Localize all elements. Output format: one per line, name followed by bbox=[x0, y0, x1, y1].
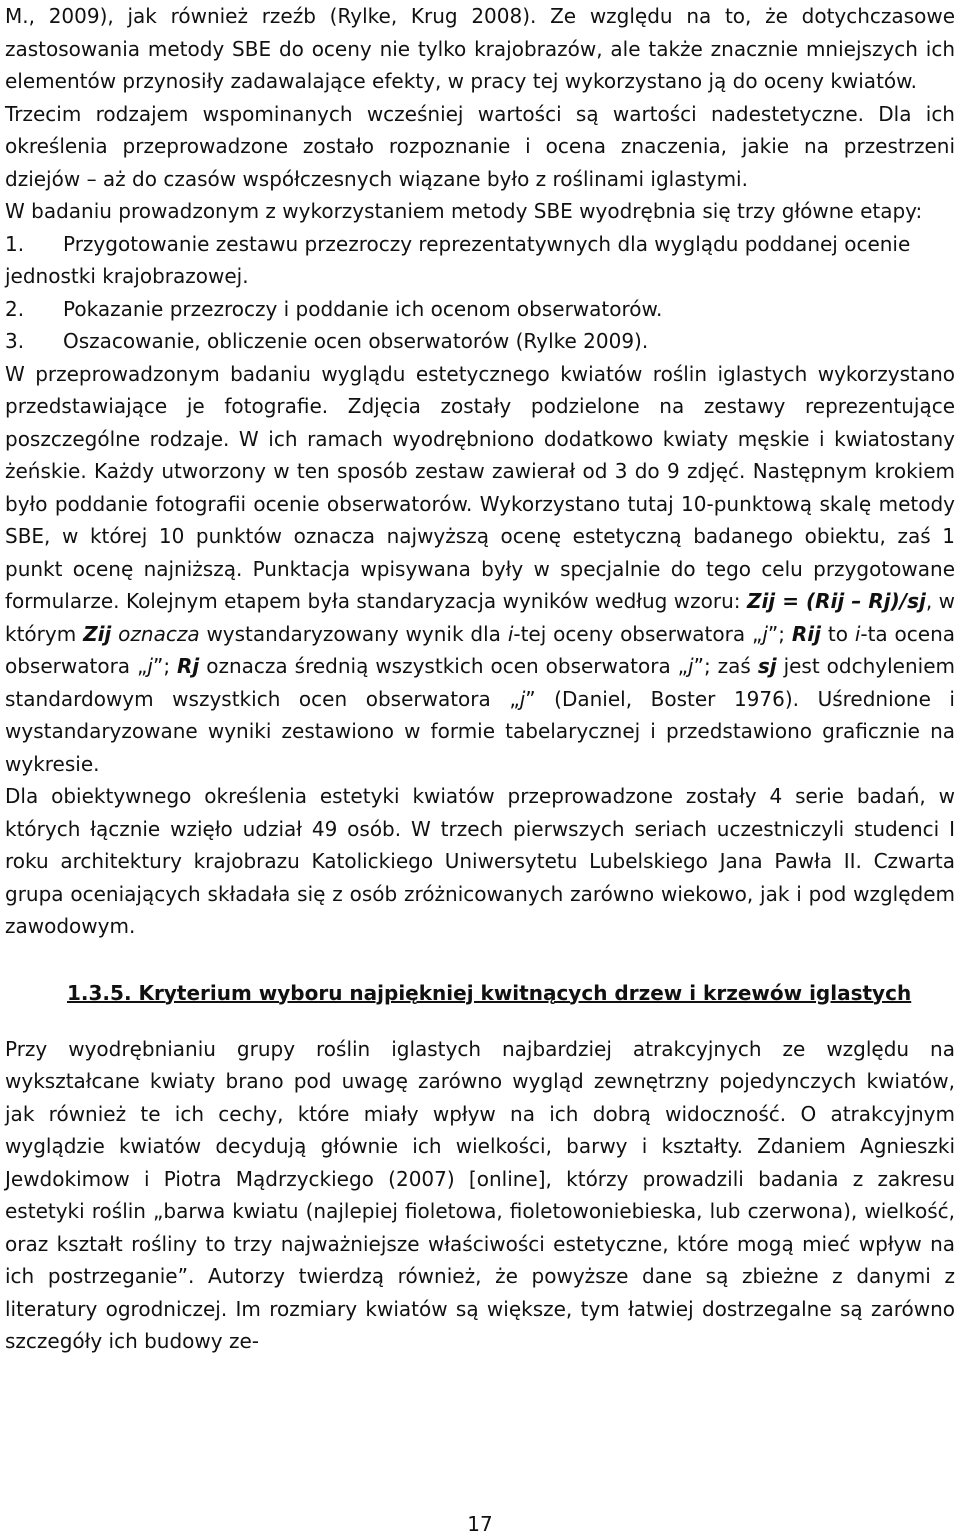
list-item bbox=[5, 228, 955, 293]
formula: Zij = (Rij – Rj)/sj bbox=[746, 589, 926, 613]
text-run: -tej oceny obserwatora „ bbox=[513, 621, 763, 646]
text-run: ”; zaś bbox=[693, 654, 758, 678]
text-run: , w którym bbox=[5, 589, 955, 646]
symbol-sj: sj bbox=[757, 654, 777, 678]
text-run: wystandaryzowany wynik dla bbox=[199, 621, 508, 646]
numbered-list bbox=[5, 228, 955, 358]
page-number: 17 bbox=[467, 1512, 493, 1536]
list-text: Przygotowanie zestawu przezroczy reprezentatywnych dla wyglądu poddanej ocenie jednostki krajobrazowej. bbox=[5, 231, 911, 288]
text-run: jest odchyleniem standardowym wszystkich ocen obserwatora „ bbox=[5, 654, 955, 711]
text-run: oznacza średnią wszystkich ocen obserwatora „ bbox=[199, 654, 689, 678]
list-text: Oszacowanie, obliczenie ocen obserwatorów (Rylke 2009). bbox=[63, 329, 649, 353]
symbol-j: j bbox=[762, 621, 768, 646]
list-number: 2. bbox=[5, 296, 25, 321]
symbol-i: i bbox=[854, 621, 861, 646]
paragraph-study-series: Dla obiektywnego określenia estetyki kwiatów przeprowadzone zostały 4 serie badań, w których łącznie wzięło udział 49 osób. W trzech pierwszych seriach uczestniczyli studenci I roku architektury krajobrazu Katolickiego Uniwersytetu Lubelskiego Jana Pawła II. Czwarta grupa oceniających składała się z osób zróżnicowanych zarówno wiekowo, jak i pod względem zawodowym. bbox=[5, 784, 955, 938]
paragraph-methodology bbox=[5, 358, 955, 781]
text-run: ” (Daniel, Boster 1976). Uśrednione i wystandaryzowane wyniki zestawiono w formie tabelarycznej i przedstawiono graficznie na wykresie. bbox=[5, 686, 955, 776]
text-run: oznacza bbox=[111, 621, 200, 646]
paragraph-sbe-stages: W badaniu prowadzonym z wykorzystaniem metody SBE wyodrębnia się trzy główne etapy: bbox=[5, 199, 923, 223]
list-item bbox=[5, 325, 955, 358]
symbol-rj: Rj bbox=[177, 654, 200, 678]
symbol-j: j bbox=[519, 686, 526, 711]
symbol-j: j bbox=[688, 654, 694, 678]
paragraph-selection-criteria: Przy wyodrębnianiu grupy roślin iglastych najbardziej atrakcyjnych ze względu na wykształcane kwiaty brano pod uwagę zarówno wygląd zewnętrzny pojedynczych kwiatów, jak również te ich cechy, które miały wpływ na ich dobrą widoczność. O atrakcyjnym wyglądzie kwiatów decydują głównie ich wielkości, barwy i kształty. Zdaniem Agnieszki Jewdokimow i Piotra Mądrzyckiego (2007) [online], którzy prowadzili badania z zakresu estetyki roślin „barwa kwiatu (najlepiej fioletowa, fioletowoniebieska, lub czerwona), wielkość, oraz kształt rośliny to trzy najważniejsze właściwości estetyczne, które mogą mieć wpływ na ich postrzeganie”. Autorzy twierdzą również, że powyższe dane są zbieżne z danymi z literatury ogrodniczej. Im rozmiary kwiatów są większe, tym łatwiej dostrzegalne są zarówno szczegóły ich budowy ze- bbox=[5, 1036, 955, 1353]
list-text: Pokazanie przezroczy i poddanie ich ocenom obserwatorów. bbox=[63, 296, 663, 321]
symbol-j: j bbox=[147, 654, 153, 678]
text-run: -ta ocena obserwatora „ bbox=[5, 621, 956, 678]
document-page bbox=[5, 0, 955, 1358]
symbol-rij: Rij bbox=[791, 621, 821, 646]
list-number: 3. bbox=[5, 329, 25, 353]
text-run: to bbox=[821, 621, 855, 646]
symbol-zij: Zij bbox=[83, 621, 112, 646]
text-run: ”; bbox=[152, 654, 178, 678]
paragraph-nadestetyczne: Trzecim rodzajem wspominanych wcześniej wartości są wartości nadestetyczne. Dla ich określenia przeprowadzone zostało rozpoznanie i ocena znaczenia, jakie na przestrzeni dziejów – aż do czasów współczesnych wiązane było z roślinami iglastymi. bbox=[5, 101, 955, 191]
list-item bbox=[5, 293, 955, 326]
text-run: W przeprowadzonym badaniu wyglądu estetycznego kwiatów roślin iglastych wykorzystano przedstawiające je fotografie. Zdjęcia zostały podzielone na zestawy reprezentujące poszczególne rodzaje. W ich ramach wyodrębniono dodatkowo kwiaty męskie i kwiatostany żeńskie. Każdy utworzony w ten sposób zestaw zawierał od 3 do 9 zdjęć. Następnym krokiem było poddanie fotografii ocenie obserwatorów. Wykorzystano tutaj 10-punktową skalę metody SBE, w której 10 punktów oznacza najwyższą ocenę estetyczną badanego obiektu, zaś 1 punkt ocenę najniższą. Punktacja wpisywana były w specjalnie do tego celu przygotowane formularze. Kolejnym etapem była standaryzacja wyników według wzoru: bbox=[5, 361, 955, 613]
text-run: ”; bbox=[767, 621, 792, 646]
list-number: 1. bbox=[5, 231, 25, 256]
paragraph-sbe-intro: M., 2009), jak również rzeźb (Rylke, Krug 2008). Ze względu na to, że dotychczasowe zastosowania metody SBE do oceny nie tylko krajobrazów, ale także znacznie mniejszych ich elementów przynosiły zadawalające efekty, w pracy tej wykorzystano ją do oceny kwiatów. bbox=[5, 4, 955, 93]
section-heading: 1.3.5. Kryterium wyboru najpiękniej kwitnących drzew i krzewów iglastych bbox=[67, 980, 912, 1005]
symbol-i: i bbox=[507, 621, 514, 646]
